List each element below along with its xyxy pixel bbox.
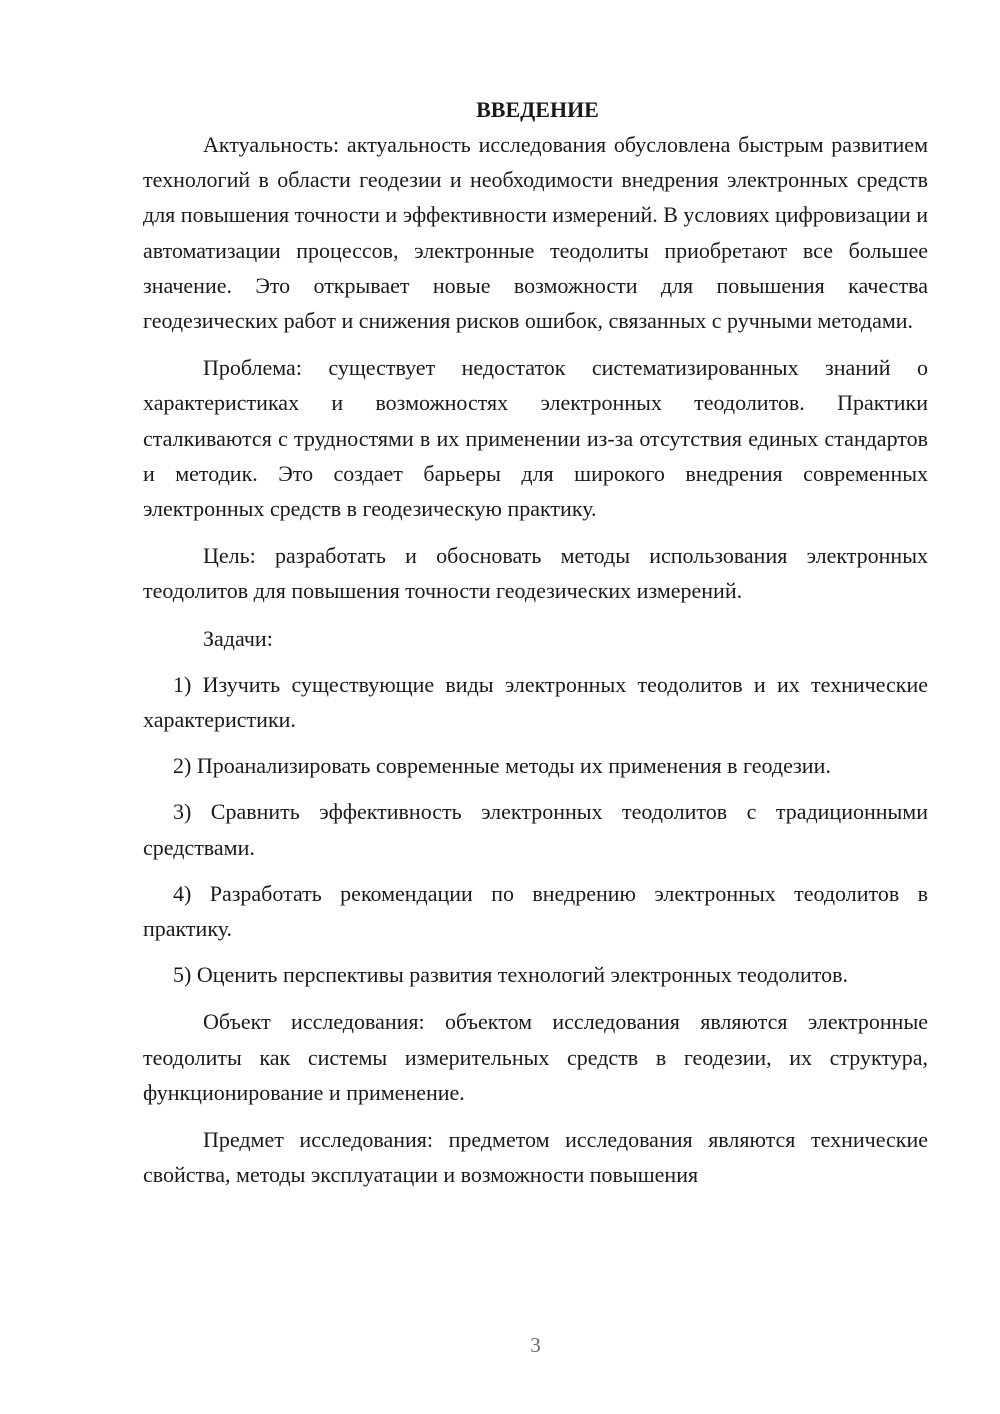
page-number: 3 xyxy=(530,1333,541,1357)
paragraph-relevance: Актуальность: актуальность исследования обусловлена быстрым развитием технологий в области геодезии и необходимости внедрения электронных средств для повышения точности и эффективности измерений. В условиях цифровизации и автоматизации процессов, электронные теодолиты приобретают все большее значение. Это открывает новые возможности для повышения качества геодезических работ и снижения рисков ошибок, связанных с ручными методами. xyxy=(143,132,928,334)
section-heading: ВВЕДЕНИЕ xyxy=(476,97,599,122)
paragraph-subject: Предмет исследования: предметом исследования являются технические свойства, методы эксплуатации и возможности повышения xyxy=(143,1127,928,1188)
tasks-title: Задачи: xyxy=(203,625,273,651)
paragraph-object: Объект исследования: объектом исследования являются электронные теодолиты как системы измерительных средств в геодезии, их структура, функционирование и применение. xyxy=(143,1009,928,1105)
task-item: 3) Сравнить эффективность электронных теодолитов с традиционными средствами. xyxy=(143,799,928,860)
paragraph-goal: Цель: разработать и обосновать методы использования электронных теодолитов для повышения точности геодезических измерений. xyxy=(143,543,928,604)
task-item: 1) Изучить существующие виды электронных теодолитов и их технические характеристики. xyxy=(143,671,928,733)
task-item: 4) Разработать рекомендации по внедрению электронных теодолитов в практику. xyxy=(143,880,928,942)
task-item: 2) Проанализировать современные методы их применения в геодезии. xyxy=(173,753,831,779)
document-page xyxy=(143,92,928,1192)
tasks-list xyxy=(143,667,928,993)
task-item: 5) Оценить перспективы развития технологий электронных теодолитов. xyxy=(173,962,848,988)
paragraph-problem: Проблема: существует недостаток систематизированных знаний о характеристиках и возможностях электронных теодолитов. Практики сталкиваются с трудностями в их применении из-за отсутствия единых стандартов и методик. Это создает барьеры для широкого внедрения современных электронных средств в геодезическую практику. xyxy=(143,355,928,522)
